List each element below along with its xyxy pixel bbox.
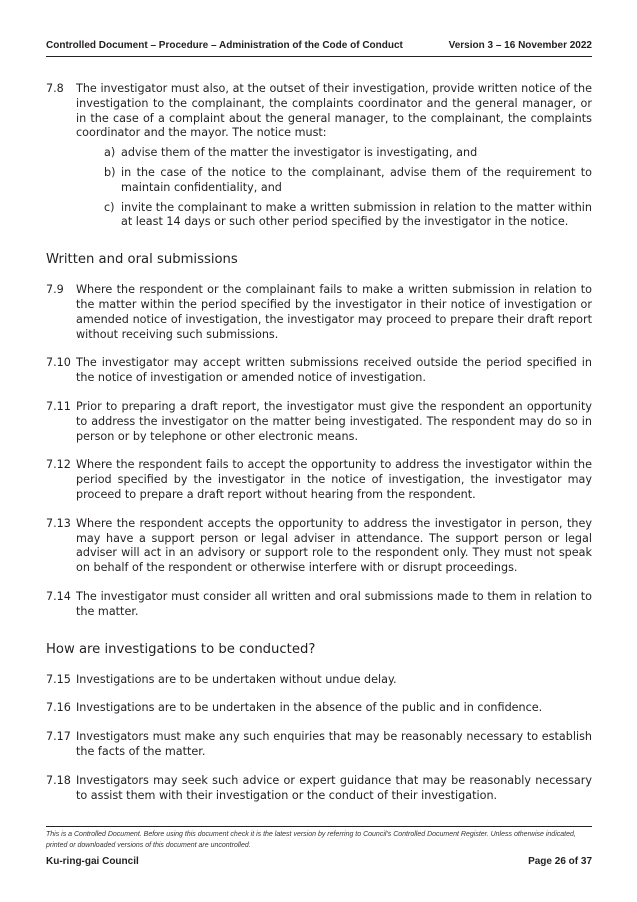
list-item-letter: a)	[104, 146, 116, 160]
clause-number: 7.12	[46, 458, 71, 472]
clause-number: 7.13	[46, 516, 71, 530]
clause-7-18	[46, 774, 592, 804]
clause-text: The investigator must also, at the outset of their investigation, provide written notice of the investigation to the complainant, the complaints coordinator and the general manager, or in the case of a complaint about the general manager, to the complainant, the complaints coordinator and the mayor. The notice must:	[76, 82, 592, 140]
clause-7-15	[46, 673, 592, 688]
clause-number: 7.10	[46, 356, 71, 370]
clause-text: Prior to preparing a draft report, the investigator must give the respondent an opportunity to address the investigator on the matter being investigated. The respondent may do so in person or by telephone or other electronic means.	[76, 399, 592, 443]
clause-7-11	[46, 400, 592, 444]
document-title: Controlled Document – Procedure – Administration of the Code of Conduct	[46, 40, 403, 51]
list-item-letter: c)	[104, 200, 115, 214]
clause-text: The investigator may accept written submissions received outside the period specified in the notice of investigation or amended notice of investigation.	[76, 356, 592, 385]
list-item-text: in the case of the notice to the complainant, advise them of the requirement to maintain confidentiality, and	[121, 165, 592, 194]
clause-number: 7.16	[46, 701, 71, 715]
clause-7-9	[46, 283, 592, 342]
list-item-text: invite the complainant to make a written submission in relation to the matter within at least 14 days or such other period specified by the investigator in the notice.	[121, 200, 592, 229]
clause-text: Investigations are to be undertaken without undue delay.	[76, 672, 397, 686]
clause-text: Where the respondent fails to accept the opportunity to address the investigator within the period specified by the investigator in the notice of investigation, the investigator may proceed to prepare a draft report without hearing from the respondent.	[76, 458, 592, 501]
clause-text: Investigations are to be undertaken in the absence of the public and in confidence.	[76, 701, 543, 715]
clause-7-16	[46, 701, 592, 716]
clause-number: 7.17	[46, 730, 71, 744]
clause-text: Where the respondent accepts the opportunity to address the investigator in person, they may have a support person or legal adviser in attendance. The support person or legal adviser will act in an advisory or support role to the respondent only. They must not speak on behalf of the respondent or otherwise interfere with or disrupt proceedings.	[76, 516, 592, 575]
list-item	[76, 166, 592, 196]
organisation-name: Ku-ring-gai Council	[46, 856, 139, 867]
clause-7-17	[46, 730, 592, 760]
clause-text: The investigator must consider all written and oral submissions made to them in relation to the matter.	[76, 589, 592, 618]
section-heading: How are investigations to be conducted?	[46, 641, 316, 657]
footer-rule	[46, 826, 592, 827]
clause-text: Investigators must make any such enquiries that may be reasonably necessary to establish the facts of the matter.	[76, 730, 592, 758]
clause-number: 7.8	[46, 82, 64, 95]
clause-number: 7.9	[46, 283, 64, 297]
clause-7-13	[46, 517, 592, 576]
clause-7-8	[46, 82, 592, 230]
clause-text: Where the respondent or the complainant fails to make a written submission in relation to the matter within the period specified by the investigator in their notice of investigation or amended notice of investigation, the investigator may proceed to prepare their draft report without receiving such submissions.	[76, 283, 592, 341]
list-item	[76, 146, 592, 161]
clause-7-14	[46, 590, 592, 620]
clause-number: 7.18	[46, 773, 71, 787]
clause-7-12	[46, 458, 592, 502]
list-item	[76, 201, 592, 231]
document-version: Version 3 – 16 November 2022	[448, 40, 592, 51]
list-item-text: advise them of the matter the investigator is investigating, and	[121, 146, 478, 160]
list-item-letter: b)	[104, 165, 116, 179]
clause-number: 7.15	[46, 672, 71, 686]
controlled-document-disclaimer: This is a Controlled Document. Before using this document check it is the latest version by referring to Council's Controlled Document Register. Unless otherwise indicated, printed or downloaded versions of this document are uncontrolled.	[46, 831, 576, 849]
clause-text: Investigators may seek such advice or expert guidance that may be reasonably necessary to assist them with their investigation or the conduct of their investigation.	[76, 773, 592, 802]
clause-7-10	[46, 356, 592, 386]
document-body	[46, 82, 592, 817]
clause-number: 7.14	[46, 589, 71, 603]
clause-number: 7.11	[46, 399, 71, 413]
page-number: Page 26 of 37	[528, 856, 592, 867]
section-heading: Written and oral submissions	[46, 252, 238, 268]
header-rule	[46, 56, 592, 57]
